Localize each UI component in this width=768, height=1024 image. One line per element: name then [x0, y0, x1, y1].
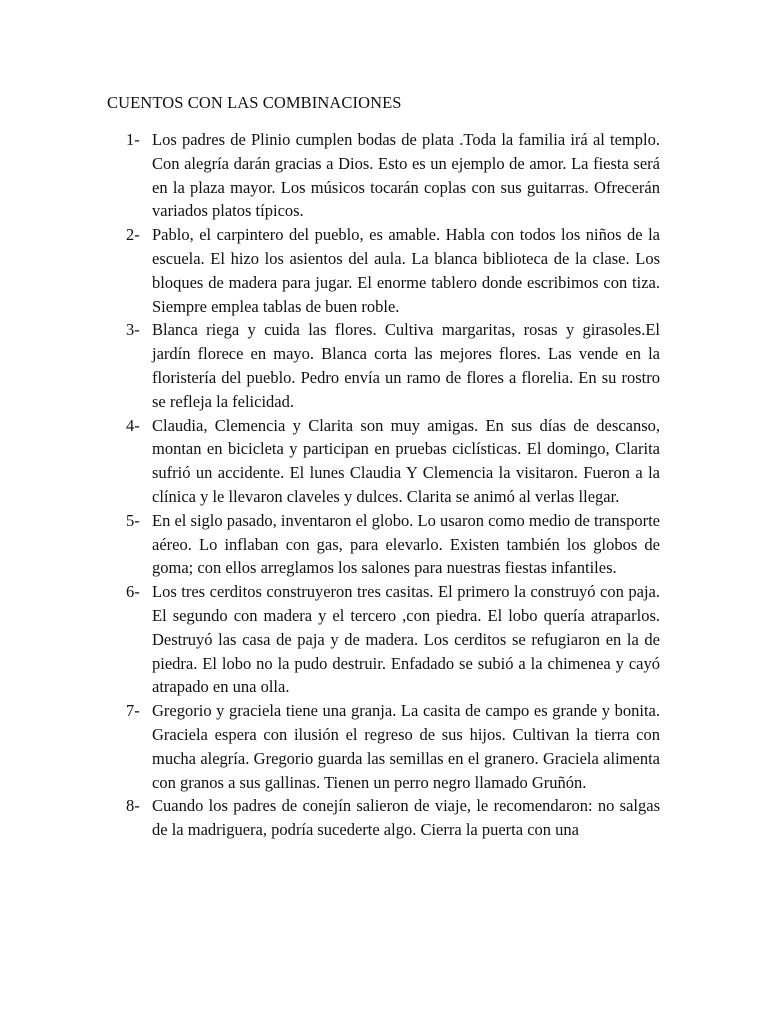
story-number: 2-	[126, 225, 140, 245]
story-item-8	[126, 794, 660, 842]
story-text: Los tres cerditos construyeron tres casitas. El primero la construyó con paja. El segundo con madera y el tercero ,con piedra. El lobo quería atraparlos. Destruyó las casa de paja y de madera. Los cerditos se refugiaron en la de piedra. El lobo no la pudo destruir. Enfadado se subió a la chimenea y cayó atrapado en una olla.	[152, 582, 660, 697]
story-item-3	[126, 318, 660, 413]
story-number: 8-	[126, 796, 140, 816]
story-text: Claudia, Clemencia y Clarita son muy amigas. En sus días de descanso, montan en bicicleta y participan en pruebas ciclísticas. El domingo, Clarita sufrió un accidente. El lunes Claudia Y Clemencia la visitaron. Fueron a la clínica y le llevaron claveles y dulces. Clarita se animó al verlas llegar.	[152, 415, 660, 506]
story-number: 7-	[126, 701, 140, 721]
story-text: Blanca riega y cuida las flores. Cultiva margaritas, rosas y girasoles.El jardín florece en mayo. Blanca corta las mejores flores. Las vende en la floristería del pueblo. Pedro envía un ramo de flores a florelia. En su rostro se refleja la felicidad.	[152, 320, 660, 411]
story-item-2	[126, 223, 660, 318]
document-title: CUENTOS CON LAS COMBINACIONES	[107, 93, 402, 112]
story-number: 1-	[126, 130, 140, 149]
story-item-4	[126, 414, 660, 509]
story-text: En el siglo pasado, inventaron el globo. Lo usaron como medio de transporte aéreo. Lo inflaban con gas, para elevarlo. Existen también los globos de goma; con ellos arreglamos los salones para nuestras fiestas infantiles.	[152, 510, 660, 578]
story-text: Gregorio y graciela tiene una granja. La casita de campo es grande y bonita. Graciela espera con ilusión el regreso de sus hijos. Cultivan la tierra con mucha alegría. Gregorio guarda las semillas en el granero. Graciela alimenta con granos a sus gallinas. Tienen un perro negro llamado Gruñón.	[152, 701, 660, 792]
story-list	[126, 128, 660, 842]
story-item-1	[126, 128, 660, 223]
story-item-5	[126, 509, 660, 580]
story-number: 4-	[126, 415, 140, 435]
story-item-7	[126, 699, 660, 794]
story-text: Pablo, el carpintero del pueblo, es amable. Habla con todos los niños de la escuela. El hizo los asientos del aula. La blanca biblioteca de la clase. Los bloques de madera para jugar. El enorme tablero donde escribimos con tiza. Siempre emplea tablas de buen roble.	[152, 225, 660, 316]
story-item-6	[126, 580, 660, 699]
story-number: 5-	[126, 510, 140, 530]
story-text: Los padres de Plinio cumplen bodas de plata .Toda la familia irá al templo. Con alegría darán gracias a Dios. Esto es un ejemplo de amor. La fiesta será en la plaza mayor. Los músicos tocarán coplas con sus guitarras. Ofrecerán variados platos típicos.	[152, 130, 660, 221]
story-text: Cuando los padres de conejín salieron de viaje, le recomendaron: no salgas de la madriguera, podría sucederte algo. Cierra la puerta con una	[152, 796, 660, 840]
story-number: 3-	[126, 320, 140, 340]
story-number: 6-	[126, 582, 140, 602]
